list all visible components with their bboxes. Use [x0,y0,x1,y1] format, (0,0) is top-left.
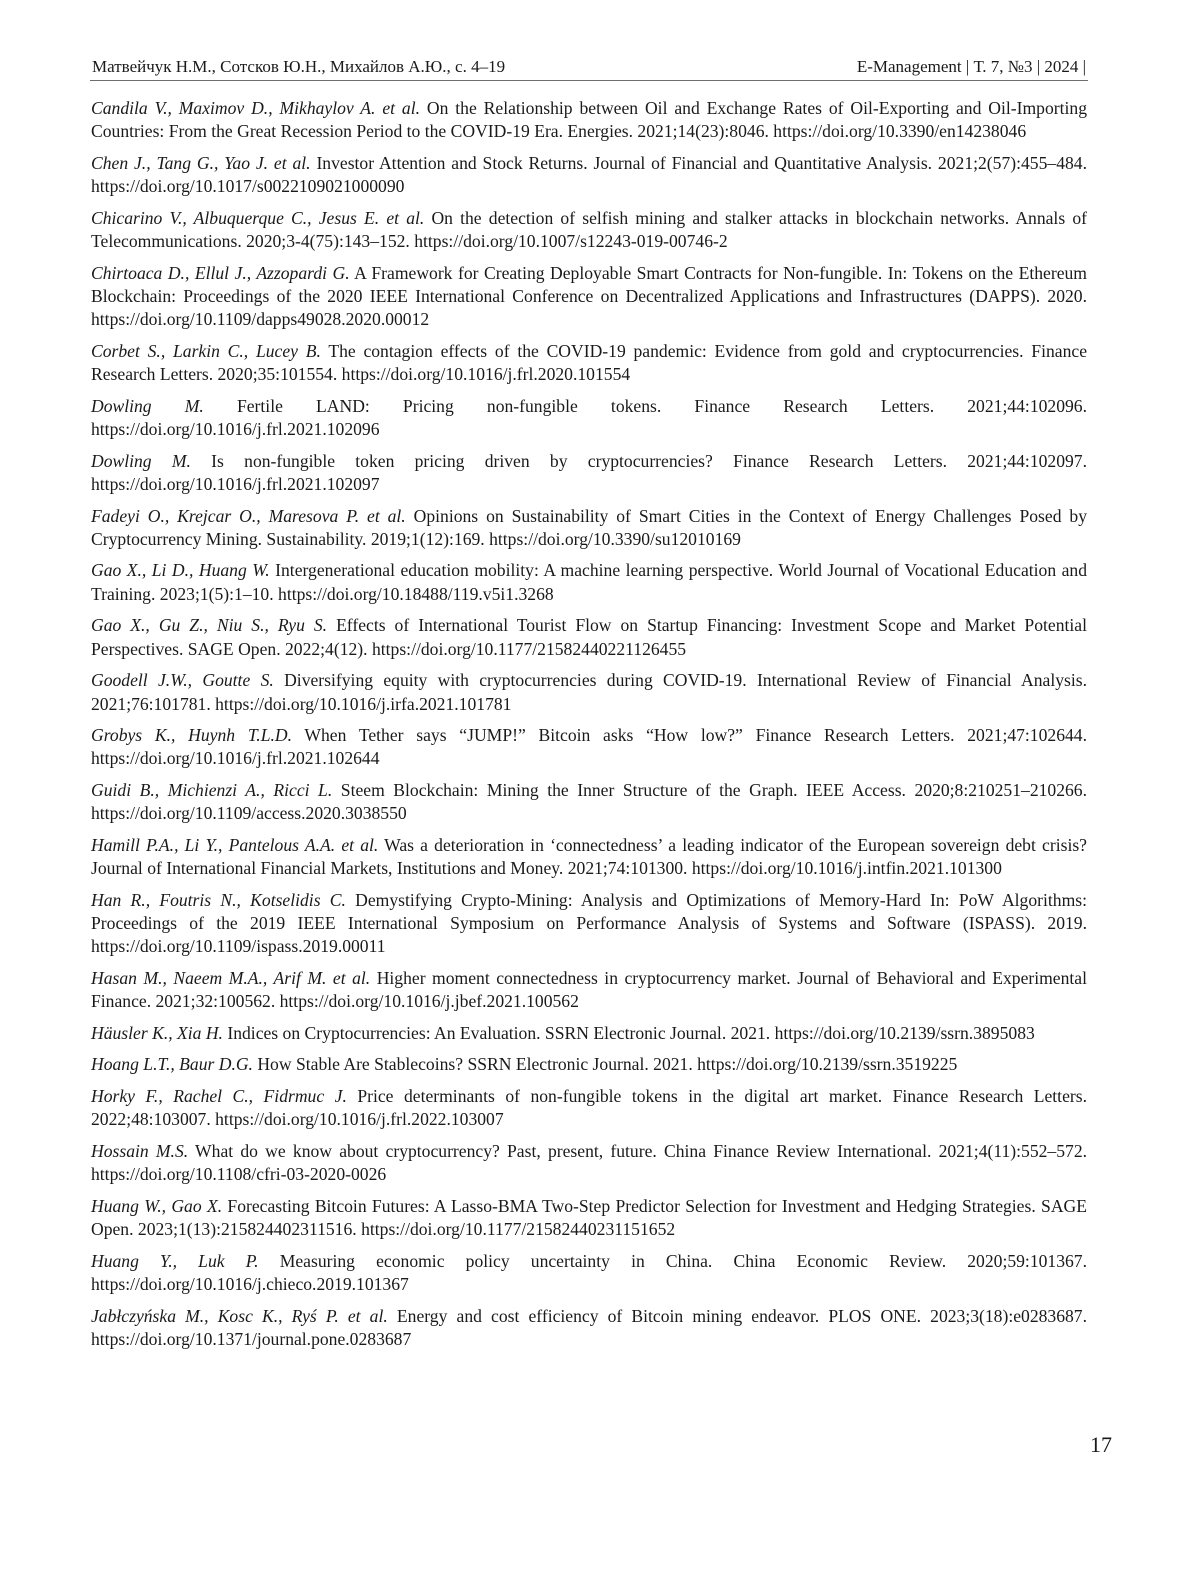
reference-item [91,152,1087,199]
reference-authors: Gao X., Gu Z., Niu S., Ryu S. [91,615,327,635]
reference-text: Diversifying equity with cryptocurrencies during COVID-19. International Review of Financial Anal­ysis. 2021;76:101781. https://doi.org/10.1016/j.irfa.2021.101781 [91,670,1087,713]
reference-item [91,262,1087,332]
reference-authors: Han R., Foutris N., Kotselidis C. [91,890,346,910]
reference-authors: Chicarino V., Albuquerque C., Jesus E. et al. [91,208,424,228]
reference-item [91,207,1087,254]
reference-authors: Grobys K., Huynh T.L.D. [91,725,292,745]
reference-text: Higher moment connectedness in cryptocurrency market. Journal of Behavioral and Ex­perimental Finance. 2021;32:100562. https://doi.org/10.1016/j.jbef.2021.100562 [91,968,1087,1011]
reference-text: Investor Attention and Stock Returns. Journal of Financial and Quantitative Analysis. 2021;2(57):455–484. https://doi.org/10.1017/s0022109021000090 [91,153,1087,196]
page-number: 17 [1090,1432,1112,1458]
reference-authors: Chen J., Tang G., Yao J. et al. [91,153,311,173]
reference-item [91,1250,1087,1297]
running-header [90,56,1088,81]
reference-item [91,450,1087,497]
reference-item [91,1305,1087,1352]
reference-authors: Horky F., Rachel C., Fidrmuc J. [91,1086,347,1106]
reference-item [91,395,1087,442]
reference-authors: Huang W., Gao X. [91,1196,222,1216]
reference-text: Measuring economic policy uncertainty in China. China Economic Review. 2020;59:101367. https://doi.org/10.1016/j.chieco.2019.101367 [91,1251,1087,1294]
reference-authors: Hasan M., Naeem M.A., Arif M. et al. [91,968,370,988]
reference-text: On the detection of selfish mining and stalker attacks in blockchain networks. Annals of Telecommunications. 2020;3-4(75):143–152. https://doi.org/10.1007/s12243-019-00746-2 [91,208,1087,251]
reference-item [91,1085,1087,1132]
reference-item [91,1195,1087,1242]
reference-authors: Guidi B., Michienzi A., Ricci L. [91,780,332,800]
reference-authors: Häusler K., Xia H. [91,1023,223,1043]
reference-text: Is non-fungible token pricing driven by cryptocurrencies? Finance Research Letters. 2021;44:102097. https://doi.org/10.1016/j.frl.2021.102097 [91,451,1087,494]
reference-item [91,669,1087,716]
reference-authors: Jabłczyńska M., Kosc K., Ryś P. et al. [91,1306,388,1326]
reference-authors: Goodell J.W., Goutte S. [91,670,274,690]
reference-authors: Hossain M.S. [91,1141,188,1161]
reference-item [91,340,1087,387]
reference-authors: Huang Y., Luk P. [91,1251,259,1271]
reference-text: What do we know about cryptocurrency? Past, present, future. China Finance Review International. 2021;4(11):552–572. https://doi.org/10.1108/cfri-03-2020-0026 [91,1141,1087,1184]
reference-text: A Framework for Creating Deployable Smart Contracts for Non-fungible. In: Tokens on the Ethereum Blockchain: Proceedings of the 2020 IEEE International Conference on Decentralized Applications and Infrastruc­tures (DAPPS). 2020. https://doi.org/10.1109/dapps49028.2020.00012 [91,263,1087,330]
reference-item [91,779,1087,826]
reference-text: Price determinants of non-fungible tokens in the digital art market. Finance Research Letters. 2022;48:103007. https://doi.org/10.1016/j.frl.2022.103007 [91,1086,1087,1129]
reference-item [91,505,1087,552]
reference-item [91,1140,1087,1187]
reference-item [91,559,1087,606]
reference-text: Effects of International Tourist Flow on Startup Financing: Investment Scope and Market Poten­tial Perspectives. SAGE Open. 2022;4(12). https://doi.org/10.1177/21582440221126455 [91,615,1087,658]
reference-authors: Dowling M. [91,396,204,416]
reference-authors: Gao X., Li D., Huang W. [91,560,270,580]
reference-item [91,724,1087,771]
reference-authors: Hamill P.A., Li Y., Pantelous A.A. et al. [91,835,378,855]
reference-item [91,97,1087,144]
reference-text: Energy and cost efficiency of Bitcoin mining endeavor. PLOS ONE. 2023;3(18):e0283687. https://doi.org/10.1371/journal.pone.0283687 [91,1306,1087,1349]
reference-authors: Corbet S., Larkin C., Lucey B. [91,341,321,361]
reference-text: Intergenerational education mobility: A machine learning perspective. World Journal of Vocational Education and Training. 2023;1(5):1–10. https://doi.org/10.18488/119.v5i1.3268 [91,560,1087,603]
reference-authors: Fadeyi O., Krejcar O., Maresova P. et al. [91,506,406,526]
reference-item [91,614,1087,661]
reference-text: Indices on Cryptocurrencies: An Evaluation. SSRN Electronic Journal. 2021. https://doi.org/10.2139/ssrn.3895083 [223,1023,1035,1043]
reference-item [91,967,1087,1014]
header-journal-info: E-Management | Т. 7, №3 | 2024 | [857,56,1086,78]
reference-text: Steem Blockchain: Mining the Inner Structure of the Graph. IEEE Access. 2020;8:210251–210266. https://doi.org/10.1109/access.2020.3038550 [91,780,1087,823]
reference-text: Opinions on Sustainability of Smart Cities in the Context of Energy Challenges Posed by Cryptocurrency Mining. Sustainability. 2019;1(12):169. https://doi.org/10.3390/su12010169 [91,506,1087,549]
reference-item [91,1022,1087,1045]
reference-item [91,834,1087,881]
reference-text: Forecasting Bitcoin Futures: A Lasso-BMA Two-Step Predictor Selection for Investment and Hedging Strat­egies. SAGE Open. 2023;1(13):21582440231151​6. https://doi.org/10.1177/21582440231151652 [91,1196,1087,1239]
reference-text: On the Relationship between Oil and Exchange Rates of Oil-Exporting and Oil-Importing Countries: From the Great Recession Period to the COVID-19 Era. Energies. 2021;14(23):8046. https://doi.org/10.3390/en14238046 [91,98,1087,141]
reference-text: The contagion effects of the COVID-19 pandemic: Evidence from gold and cryptocurrencies. Finance Research Letters. 2020;35:101554. https://doi.org/10.1016/j.frl.2020.101554 [91,341,1087,384]
reference-authors: Dowling M. [91,451,191,471]
reference-list [91,97,1087,1359]
reference-item [91,889,1087,959]
reference-item [91,1053,1087,1076]
reference-text: How Stable Are Stablecoins? SSRN Electronic Journal. 2021. https://doi.org/10.2139/ssrn.3519225 [253,1054,957,1074]
reference-authors: Chirtoaca D., Ellul J., Azzopardi G. [91,263,350,283]
reference-text: When Tether says “JUMP!” Bitcoin asks “How low?” Finance Research Letters. 2021;47:102644. https://doi.org/10.1016/j.frl.2021.102644 [91,725,1087,768]
reference-authors: Hoang L.T., Baur D.G. [91,1054,253,1074]
reference-text: Fertile LAND: Pricing non-fungible tokens. Finance Research Letters. 2021;44:102096. https://doi.org/10.1016/j.frl.2021.102096 [91,396,1087,439]
reference-text: Was a deterioration in ‘connectedness’ a leading indicator of the European sovereign debt crisis? Journal of International Financial Markets, Institutions and Money. 2021;74:101300. https://doi.org/10.1016/j.in­tfin.2021.101300 [91,835,1087,878]
reference-text: Demystifying Crypto-Mining: Analysis and Optimizations of Memory-Hard In: PoW Algo­rithms: Proceedings of the 2019 IEEE International Symposium on Performance Analysis of Systems and Software (ISPASS). 2019. https://doi.org/10.1109/ispass.2019.00011 [91,890,1087,957]
header-authors: Матвейчук Н.М., Сотсков Ю.Н., Михайлов А.Ю., с. 4–19 [92,56,505,78]
reference-authors: Candila V., Maximov D., Mikhaylov A. et al. [91,98,420,118]
